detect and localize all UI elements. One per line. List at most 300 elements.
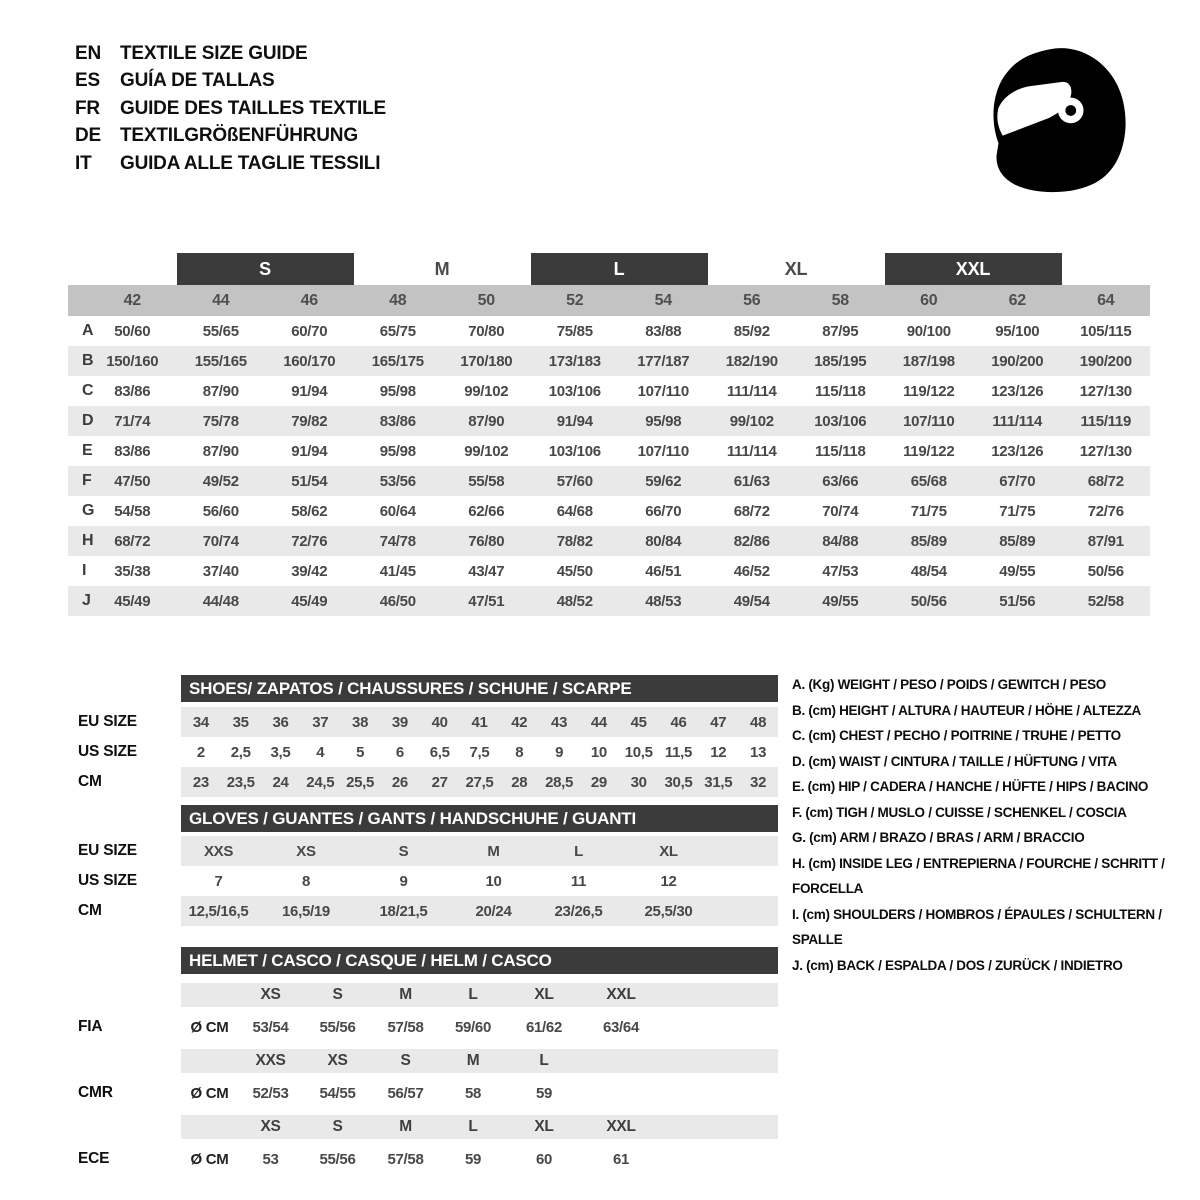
size-cell: 87/90 bbox=[202, 442, 239, 460]
size-cell: 105/115 bbox=[1080, 322, 1132, 340]
helmet-value-row bbox=[78, 1078, 778, 1108]
row-label: B bbox=[82, 352, 94, 369]
size-cell: 59/62 bbox=[645, 472, 682, 490]
value-cell: L bbox=[574, 842, 583, 860]
value-cell: 9 bbox=[399, 872, 408, 890]
value-cell: 59 bbox=[464, 1150, 482, 1168]
size-cell: 62/66 bbox=[468, 502, 505, 520]
value-cell: 16,5/19 bbox=[282, 902, 330, 920]
measure-row bbox=[68, 586, 1150, 616]
helmet-size-row bbox=[181, 983, 778, 1007]
size-label: XXL bbox=[606, 986, 636, 1003]
value-cell: 61 bbox=[612, 1150, 630, 1168]
value-cell: 27,5 bbox=[465, 773, 494, 791]
value-cell: 29 bbox=[590, 773, 607, 791]
measure-row bbox=[68, 466, 1150, 496]
size-cell: 35/38 bbox=[114, 562, 151, 580]
size-cell: 46/52 bbox=[733, 562, 770, 580]
size-cell: 123/126 bbox=[991, 382, 1044, 400]
value-cell: 10,5 bbox=[624, 743, 653, 761]
row-label: CM bbox=[78, 773, 102, 790]
helmet-value-row bbox=[78, 1144, 778, 1174]
size-cell: 75/78 bbox=[202, 412, 239, 430]
language-code: FR bbox=[75, 97, 100, 119]
size-group-m: M bbox=[434, 258, 450, 279]
size-cell: 82/86 bbox=[733, 532, 770, 550]
value-row bbox=[78, 737, 778, 767]
legend-item: E. (cm) HIP / CADERA / HANCHE / HÜFTE / HIPS / BACINO bbox=[792, 779, 1149, 794]
column-header-cell: 58 bbox=[831, 291, 849, 309]
size-cell: 79/82 bbox=[291, 412, 328, 430]
section-title: SHOES/ ZAPATOS / CHAUSSURES / SCHUHE / SCARPE bbox=[181, 675, 778, 702]
size-cell: 99/102 bbox=[464, 382, 509, 400]
value-cell: 9 bbox=[555, 743, 564, 761]
measure-row bbox=[68, 376, 1150, 406]
size-cell: 68/72 bbox=[114, 532, 151, 550]
language-code: ES bbox=[75, 70, 100, 92]
racing-helmet-graphic bbox=[975, 30, 1143, 206]
size-cell: 83/86 bbox=[114, 442, 151, 460]
value-cell: 52/53 bbox=[252, 1084, 289, 1102]
size-cell: 43/47 bbox=[468, 562, 505, 580]
value-cell: 61/62 bbox=[525, 1018, 563, 1036]
value-cell: 42 bbox=[511, 713, 528, 731]
size-cell: 45/49 bbox=[114, 592, 151, 610]
size-cell: 87/95 bbox=[822, 322, 859, 340]
size-cell: 71/75 bbox=[910, 502, 947, 520]
value-cell: 59 bbox=[535, 1084, 553, 1102]
legend-item: A. (Kg) WEIGHT / PESO / POIDS / GEWITCH / PESO bbox=[792, 677, 1106, 692]
standard-label: FIA bbox=[78, 1018, 103, 1035]
column-header-cell: 54 bbox=[654, 291, 672, 309]
legend-item: F. (cm) TIGH / MUSLO / CUISSE / SCHENKEL / COSCIA bbox=[792, 804, 1127, 820]
value-cell: 27 bbox=[431, 773, 448, 791]
size-cell: 95/98 bbox=[379, 382, 416, 400]
size-label: XS bbox=[260, 1118, 281, 1135]
size-cell: 55/65 bbox=[202, 322, 239, 340]
size-cell: 71/74 bbox=[114, 412, 151, 430]
size-cell: 65/68 bbox=[910, 472, 947, 490]
value-cell: 57/58 bbox=[387, 1018, 424, 1036]
helmet-section bbox=[78, 947, 778, 1181]
shoes-rows bbox=[78, 707, 778, 797]
gloves-section bbox=[78, 805, 778, 926]
size-cell: 95/98 bbox=[645, 412, 682, 430]
value-cell: 54/55 bbox=[319, 1084, 356, 1102]
size-cell: 155/165 bbox=[194, 352, 247, 370]
size-cell: 41/45 bbox=[379, 562, 416, 580]
value-cell: 24,5 bbox=[306, 773, 335, 791]
value-cell: 3,5 bbox=[270, 743, 291, 761]
unit-cell: Ø CM bbox=[190, 1018, 229, 1036]
size-label: L bbox=[468, 986, 478, 1003]
size-cell: 78/82 bbox=[556, 532, 593, 550]
value-cell: 53 bbox=[262, 1150, 279, 1168]
helmet-size-row bbox=[181, 1115, 778, 1139]
size-label: XS bbox=[327, 1052, 348, 1069]
value-cell: 6 bbox=[395, 743, 404, 761]
size-cell: 103/106 bbox=[548, 442, 601, 460]
size-cell: 90/100 bbox=[906, 322, 951, 340]
size-cell: 61/63 bbox=[733, 472, 770, 490]
size-cell: 72/76 bbox=[291, 532, 328, 550]
size-cell: 119/122 bbox=[903, 382, 955, 400]
value-cell: 23,5 bbox=[226, 773, 255, 791]
row-label: EU SIZE bbox=[78, 842, 137, 859]
value-cell: 32 bbox=[750, 773, 767, 791]
size-cell: 72/76 bbox=[1087, 502, 1124, 520]
row-label: G bbox=[82, 502, 95, 519]
language-code: EN bbox=[75, 42, 101, 64]
value-cell: 30 bbox=[630, 773, 647, 791]
language-row bbox=[75, 150, 386, 178]
measure-row bbox=[68, 526, 1150, 556]
size-cell: 95/100 bbox=[995, 322, 1040, 340]
value-cell: 7 bbox=[214, 872, 223, 890]
column-header-cell: 44 bbox=[212, 291, 230, 309]
size-cell: 182/190 bbox=[725, 352, 778, 370]
value-cell: 43 bbox=[551, 713, 568, 731]
size-cell: 74/78 bbox=[379, 532, 416, 550]
value-cell: 59/60 bbox=[454, 1018, 492, 1036]
size-cell: 107/110 bbox=[903, 412, 955, 430]
size-group-xxl: XXL bbox=[885, 253, 1062, 285]
size-cell: 58/62 bbox=[291, 502, 328, 520]
value-cell: 10 bbox=[485, 872, 502, 890]
legend-item: D. (cm) WAIST / CINTURA / TAILLE / HÜFTUNG / VITA bbox=[792, 753, 1117, 769]
value-cell: 47 bbox=[710, 713, 727, 731]
value-row bbox=[78, 836, 778, 866]
language-row bbox=[75, 40, 386, 68]
size-cell: 95/98 bbox=[379, 442, 416, 460]
size-cell: 103/106 bbox=[814, 412, 867, 430]
legend-item: B. (cm) HEIGHT / ALTURA / HAUTEUR / HÖHE / ALTEZZA bbox=[792, 702, 1141, 718]
column-header-cell: 56 bbox=[743, 291, 761, 309]
value-cell: 53/54 bbox=[252, 1018, 289, 1036]
size-cell: 119/122 bbox=[903, 442, 955, 460]
racing-helmet-icon bbox=[975, 30, 1143, 206]
column-header-cell: 50 bbox=[477, 291, 495, 309]
section-title: HELMET / CASCO / CASQUE / HELM / CASCO bbox=[181, 947, 778, 974]
size-cell: 48/54 bbox=[910, 562, 947, 580]
size-cell: 44/48 bbox=[202, 592, 239, 610]
measure-row bbox=[68, 316, 1150, 346]
size-cell: 70/74 bbox=[822, 502, 859, 520]
legend-item: H. (cm) INSIDE LEG / ENTREPIERNA / FOURCHE / SCHRITT / FORCELLA bbox=[792, 855, 1165, 896]
size-cell: 87/90 bbox=[202, 382, 239, 400]
value-cell: 18/21,5 bbox=[379, 902, 428, 920]
value-cell: 23 bbox=[192, 773, 209, 791]
value-cell: 39 bbox=[391, 713, 408, 731]
value-cell: 37 bbox=[312, 713, 329, 731]
language-list bbox=[75, 40, 386, 178]
size-cell: 52/58 bbox=[1087, 592, 1124, 610]
size-group-xl: XL bbox=[784, 258, 808, 279]
language-title: TEXTILE SIZE GUIDE bbox=[120, 42, 308, 64]
size-label: XL bbox=[534, 986, 554, 1003]
size-cell: 46/50 bbox=[379, 592, 416, 610]
size-label: XL bbox=[534, 1118, 554, 1135]
measure-row bbox=[68, 406, 1150, 436]
value-cell: 40 bbox=[431, 713, 448, 731]
size-cell: 71/75 bbox=[999, 502, 1036, 520]
language-row bbox=[75, 95, 386, 123]
size-cell: 51/54 bbox=[291, 472, 328, 490]
row-label: US SIZE bbox=[78, 743, 137, 760]
value-cell: 55/56 bbox=[319, 1150, 356, 1168]
size-cell: 85/89 bbox=[999, 532, 1036, 550]
value-cell: 41 bbox=[471, 713, 488, 731]
language-code: DE bbox=[75, 125, 101, 147]
value-cell: 10 bbox=[590, 743, 607, 761]
language-title: GUIDA ALLE TAGLIE TESSILI bbox=[120, 152, 381, 174]
size-cell: 87/91 bbox=[1087, 532, 1124, 550]
language-title: GUIDE DES TAILLES TEXTILE bbox=[120, 97, 386, 119]
size-cell: 70/80 bbox=[468, 322, 505, 340]
size-cell: 111/114 bbox=[992, 412, 1043, 430]
size-cell: 39/42 bbox=[291, 562, 328, 580]
size-cell: 48/52 bbox=[556, 592, 593, 610]
size-cell: 63/66 bbox=[822, 472, 859, 490]
size-cell: 150/160 bbox=[106, 352, 159, 370]
language-title: TEXTILGRÖßENFÜHRUNG bbox=[120, 125, 358, 147]
value-cell: 28,5 bbox=[545, 773, 574, 791]
size-label: XS bbox=[260, 986, 281, 1003]
unit-cell: Ø CM bbox=[190, 1150, 229, 1168]
language-row bbox=[75, 68, 386, 96]
standard-label: ECE bbox=[78, 1150, 110, 1167]
size-cell: 57/60 bbox=[556, 472, 593, 490]
size-label: S bbox=[400, 1052, 411, 1069]
size-cell: 127/130 bbox=[1079, 442, 1132, 460]
size-cell: 49/52 bbox=[202, 472, 239, 490]
main-size-table bbox=[68, 253, 1150, 616]
size-cell: 49/54 bbox=[733, 592, 770, 610]
size-label: M bbox=[399, 1118, 412, 1135]
size-label: L bbox=[539, 1052, 549, 1069]
size-cell: 49/55 bbox=[999, 562, 1036, 580]
row-label: J bbox=[82, 592, 91, 609]
size-cell: 111/114 bbox=[726, 382, 777, 400]
size-label: S bbox=[332, 986, 343, 1003]
value-cell: 58 bbox=[464, 1084, 482, 1102]
value-cell: 60 bbox=[535, 1150, 553, 1168]
value-cell: 25,5 bbox=[346, 773, 375, 791]
size-cell: 107/110 bbox=[637, 382, 689, 400]
size-cell: 60/70 bbox=[291, 322, 328, 340]
value-cell: 34 bbox=[192, 713, 209, 731]
row-label: D bbox=[82, 412, 94, 429]
size-cell: 66/70 bbox=[645, 502, 682, 520]
size-cell: 67/70 bbox=[999, 472, 1036, 490]
legend-item: C. (cm) CHEST / PECHO / POITRINE / TRUHE / PETTO bbox=[792, 728, 1121, 743]
size-label: L bbox=[468, 1118, 478, 1135]
size-group-l: L bbox=[531, 253, 708, 285]
size-cell: 45/49 bbox=[291, 592, 328, 610]
size-cell: 177/187 bbox=[637, 352, 690, 370]
main-rows bbox=[68, 316, 1150, 616]
size-label: M bbox=[399, 986, 412, 1003]
size-cell: 48/53 bbox=[645, 592, 682, 610]
helmet-value-row bbox=[78, 1012, 778, 1042]
gloves-rows bbox=[78, 836, 778, 926]
size-cell: 50/56 bbox=[1087, 562, 1124, 580]
value-cell: 63/64 bbox=[602, 1018, 640, 1036]
size-group-s: S bbox=[177, 253, 354, 285]
measurement-legend bbox=[792, 672, 1184, 978]
row-label: E bbox=[82, 442, 93, 459]
size-cell: 91/94 bbox=[556, 412, 593, 430]
size-cell: 56/60 bbox=[202, 502, 239, 520]
row-label: A bbox=[82, 322, 94, 339]
measure-row bbox=[68, 556, 1150, 586]
size-label: M bbox=[466, 1052, 480, 1069]
size-cell: 47/53 bbox=[822, 562, 859, 580]
language-code: IT bbox=[75, 152, 92, 174]
size-cell: 50/56 bbox=[910, 592, 947, 610]
value-cell: 26 bbox=[391, 773, 408, 791]
value-cell: 6,5 bbox=[429, 743, 450, 761]
value-cell: 45 bbox=[630, 713, 647, 731]
size-cell: 85/92 bbox=[733, 322, 770, 340]
value-cell: 2,5 bbox=[230, 743, 251, 761]
language-row bbox=[75, 123, 386, 151]
value-cell: 5 bbox=[356, 743, 365, 761]
section-title: GLOVES / GUANTES / GANTS / HANDSCHUHE / GUANTI bbox=[181, 805, 778, 832]
unit-spacer bbox=[181, 1115, 238, 1139]
value-row bbox=[78, 767, 778, 797]
value-cell: 36 bbox=[272, 713, 289, 731]
size-label: XXS bbox=[255, 1052, 286, 1069]
column-header-cell: 62 bbox=[1008, 291, 1026, 309]
value-cell: 20/24 bbox=[475, 902, 512, 920]
value-cell: 56/57 bbox=[387, 1084, 424, 1102]
value-cell: S bbox=[398, 842, 409, 860]
size-cell: 107/110 bbox=[637, 442, 689, 460]
size-label: XXL bbox=[606, 1118, 636, 1135]
unit-spacer bbox=[181, 1049, 238, 1073]
value-cell: 38 bbox=[352, 713, 369, 731]
value-cell: 25,5/30 bbox=[644, 902, 693, 920]
size-cell: 103/106 bbox=[548, 382, 601, 400]
value-cell: 8 bbox=[301, 872, 311, 890]
value-cell: 11,5 bbox=[664, 743, 693, 761]
size-cell: 115/118 bbox=[815, 382, 866, 400]
value-cell: 46 bbox=[670, 713, 687, 731]
size-cell: 65/75 bbox=[379, 322, 416, 340]
standard-label: CMR bbox=[78, 1084, 113, 1101]
size-cell: 185/195 bbox=[814, 352, 867, 370]
row-label: F bbox=[82, 472, 92, 489]
value-cell: 23/26,5 bbox=[554, 902, 603, 920]
size-group-row bbox=[68, 253, 1150, 285]
size-cell: 187/198 bbox=[902, 352, 955, 370]
unit-spacer bbox=[181, 983, 238, 1007]
value-cell: 2 bbox=[196, 743, 205, 761]
size-cell: 190/200 bbox=[1079, 352, 1132, 370]
size-cell: 85/89 bbox=[910, 532, 947, 550]
value-row bbox=[78, 707, 778, 737]
value-cell: 12,5/16,5 bbox=[188, 902, 249, 920]
value-cell: 44 bbox=[590, 713, 607, 731]
value-cell: 55/56 bbox=[319, 1018, 356, 1036]
value-row bbox=[78, 896, 778, 926]
shoes-section bbox=[78, 675, 778, 797]
size-cell: 84/88 bbox=[822, 532, 859, 550]
size-cell: 111/114 bbox=[726, 442, 777, 460]
value-cell: 12 bbox=[660, 872, 677, 890]
size-cell: 91/94 bbox=[291, 382, 328, 400]
unit-cell: Ø CM bbox=[190, 1084, 229, 1102]
size-cell: 49/55 bbox=[822, 592, 859, 610]
value-cell: 4 bbox=[316, 743, 325, 761]
size-cell: 170/180 bbox=[460, 352, 513, 370]
size-cell: 87/90 bbox=[468, 412, 505, 430]
value-cell: 11 bbox=[570, 872, 587, 890]
value-row bbox=[78, 866, 778, 896]
column-header-cell: 48 bbox=[389, 291, 407, 309]
size-cell: 47/50 bbox=[114, 472, 151, 490]
size-label: S bbox=[332, 1118, 343, 1135]
row-label: C bbox=[82, 382, 94, 399]
row-label: H bbox=[82, 532, 94, 549]
size-cell: 75/85 bbox=[556, 322, 593, 340]
measure-row bbox=[68, 496, 1150, 526]
value-cell: 31,5 bbox=[704, 773, 733, 791]
value-cell: XXS bbox=[203, 842, 234, 860]
measure-row bbox=[68, 436, 1150, 466]
size-cell: 51/56 bbox=[999, 592, 1036, 610]
size-cell: 46/51 bbox=[645, 562, 682, 580]
value-cell: 48 bbox=[750, 713, 767, 731]
size-cell: 54/58 bbox=[114, 502, 151, 520]
size-cell: 91/94 bbox=[291, 442, 328, 460]
value-cell: 12 bbox=[710, 743, 727, 761]
size-cell: 80/84 bbox=[645, 532, 682, 550]
value-cell: 8 bbox=[515, 743, 524, 761]
column-header-cell: 64 bbox=[1097, 291, 1115, 309]
row-label: I bbox=[82, 562, 87, 579]
size-cell: 47/51 bbox=[468, 592, 505, 610]
value-cell: M bbox=[487, 842, 500, 860]
size-cell: 55/58 bbox=[468, 472, 505, 490]
column-header-row bbox=[68, 285, 1150, 316]
column-spacer bbox=[68, 285, 88, 316]
size-cell: 83/86 bbox=[379, 412, 416, 430]
column-header-cell: 42 bbox=[123, 291, 141, 309]
size-cell: 45/50 bbox=[556, 562, 593, 580]
size-cell: 115/118 bbox=[815, 442, 866, 460]
size-cell: 68/72 bbox=[1087, 472, 1124, 490]
value-cell: XL bbox=[659, 842, 678, 860]
row-label: US SIZE bbox=[78, 872, 137, 889]
row-label: EU SIZE bbox=[78, 713, 137, 730]
size-cell: 64/68 bbox=[556, 502, 593, 520]
value-cell: 28 bbox=[511, 773, 528, 791]
size-cell: 70/74 bbox=[202, 532, 239, 550]
size-cell: 115/119 bbox=[1080, 412, 1131, 430]
size-cell: 165/175 bbox=[371, 352, 424, 370]
size-cell: 83/86 bbox=[114, 382, 151, 400]
column-header-cell: 52 bbox=[566, 291, 584, 309]
size-cell: 60/64 bbox=[379, 502, 416, 520]
size-cell: 53/56 bbox=[379, 472, 416, 490]
value-cell: 57/58 bbox=[387, 1150, 424, 1168]
legend-item: G. (cm) ARM / BRAZO / BRAS / ARM / BRACCIO bbox=[792, 830, 1085, 845]
value-cell: 13 bbox=[750, 743, 767, 761]
size-cell: 190/200 bbox=[991, 352, 1044, 370]
column-header-cell: 46 bbox=[300, 291, 318, 309]
